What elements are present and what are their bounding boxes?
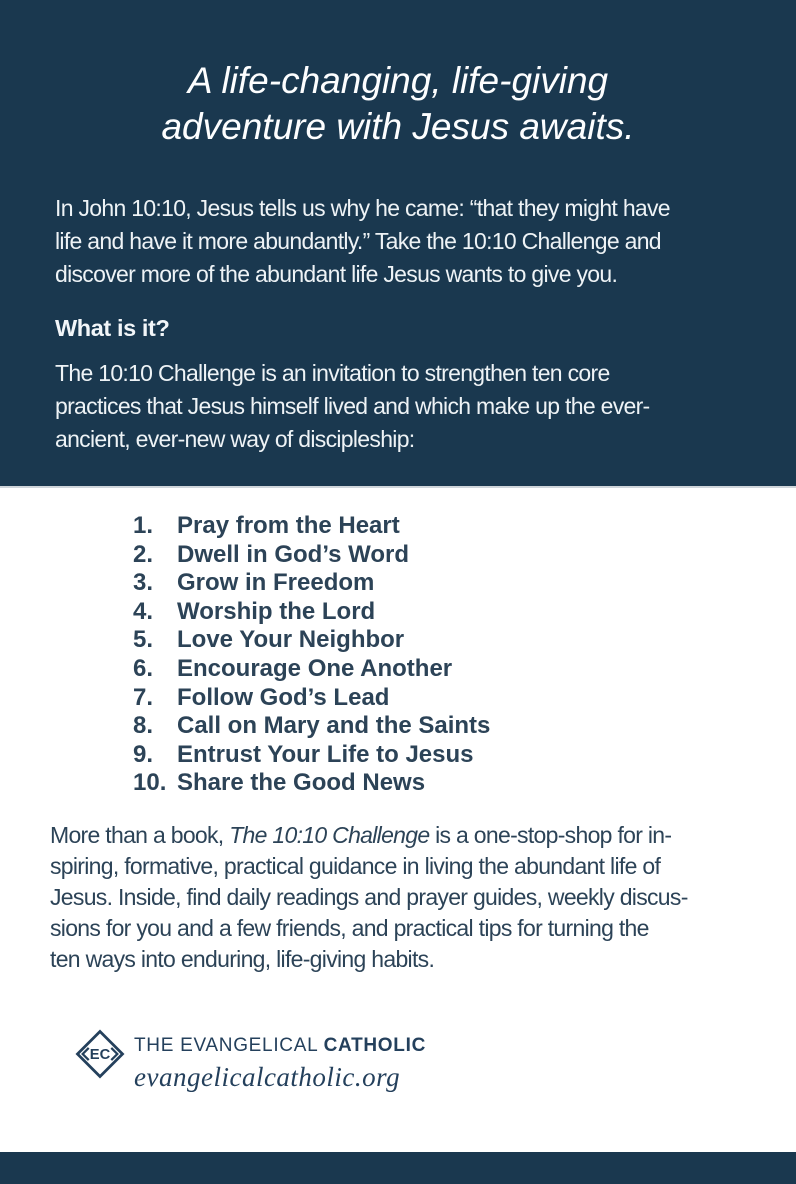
list-item: [133, 541, 490, 570]
text-line: Jesus. Inside, find daily readings and prayer guides, weekly discus-: [50, 884, 688, 910]
list-item: [133, 712, 490, 741]
text-line: practices that Jesus himself lived and which make up the ever-: [55, 393, 650, 419]
ec-monogram-text: EC: [89, 1047, 111, 1064]
list-item-number: 2.: [133, 540, 154, 568]
list-item-label: Call on Mary and the Saints: [177, 712, 491, 740]
text-line: ancient, ever-new way of discipleship:: [55, 426, 415, 452]
text-line: [50, 820, 770, 851]
list-item: [133, 655, 490, 684]
list-item-number: 6.: [133, 654, 154, 682]
list-item-label: Encourage One Another: [177, 654, 453, 682]
list-item-label: Grow in Freedom: [177, 569, 375, 597]
text-line: life and have it more abundantly.” Take the 10:10 Challenge and: [55, 228, 661, 254]
page-title: [0, 0, 796, 150]
closing-post: is a one-stop-shop for in-: [429, 822, 672, 848]
text-line: sions for you and a few friends, and practical tips for turning the: [50, 915, 649, 941]
list-item-number: 4.: [133, 597, 154, 625]
list-item-number: 10.: [133, 769, 167, 797]
closing-paragraph: [50, 820, 770, 975]
text-line: The 10:10 Challenge is an invitation to strengthen ten core: [55, 360, 610, 386]
list-item: [133, 769, 490, 798]
list-item-number: 3.: [133, 569, 154, 597]
subheading-what-is-it: What is it?: [55, 315, 170, 341]
list-item: [133, 626, 490, 655]
list-item: [133, 512, 490, 541]
list-item: [133, 569, 490, 598]
list-item: [133, 598, 490, 627]
practices-list: [133, 512, 490, 798]
intro-paragraph: [55, 192, 796, 291]
book-title-italic: The 10:10 Challenge: [229, 822, 430, 848]
list-item-label: Pray from the Heart: [177, 512, 400, 539]
closing-pre: More than a book,: [50, 822, 230, 848]
page-title-line-2: adventure with Jesus awaits.: [161, 106, 635, 147]
list-item-number: 7.: [133, 683, 154, 711]
website-url: evangelicalcatholic.org: [134, 1062, 401, 1092]
org-name: [134, 1035, 426, 1057]
list-item-number: 1.: [133, 512, 154, 539]
list-item-number: 8.: [133, 712, 154, 740]
ec-monogram-icon: [74, 1028, 126, 1080]
text-line: In John 10:10, Jesus tells us why he came: “that they might have: [55, 195, 670, 221]
list-item-number: 9.: [133, 740, 154, 768]
list-item-label: Share the Good News: [177, 769, 426, 797]
list-item: [133, 741, 490, 770]
logo-block: [74, 1028, 426, 1093]
text-line: spiring, formative, practical guidance in living the abundant life of: [50, 853, 661, 879]
list-item-number: 5.: [133, 626, 154, 654]
hero-section: [0, 0, 796, 488]
logo-text: [134, 1028, 426, 1093]
org-name-bold: CATHOLIC: [323, 1035, 426, 1056]
org-name-regular: THE EVANGELICAL: [134, 1035, 324, 1056]
list-item-label: Worship the Lord: [177, 597, 376, 625]
body-paragraph: [55, 357, 796, 456]
text-line: discover more of the abundant life Jesus wants to give you.: [55, 261, 618, 287]
footer-bar: [0, 1152, 796, 1184]
page-title-line-1: A life-changing, life-giving: [187, 60, 609, 101]
list-item-label: Love Your Neighbor: [177, 626, 405, 654]
list-item-label: Dwell in God’s Word: [177, 540, 410, 568]
list-item-label: Follow God’s Lead: [177, 683, 390, 711]
list-item-label: Entrust Your Life to Jesus: [177, 740, 474, 768]
list-item: [133, 684, 490, 713]
text-line: ten ways into enduring, life-giving habits.: [50, 946, 435, 972]
